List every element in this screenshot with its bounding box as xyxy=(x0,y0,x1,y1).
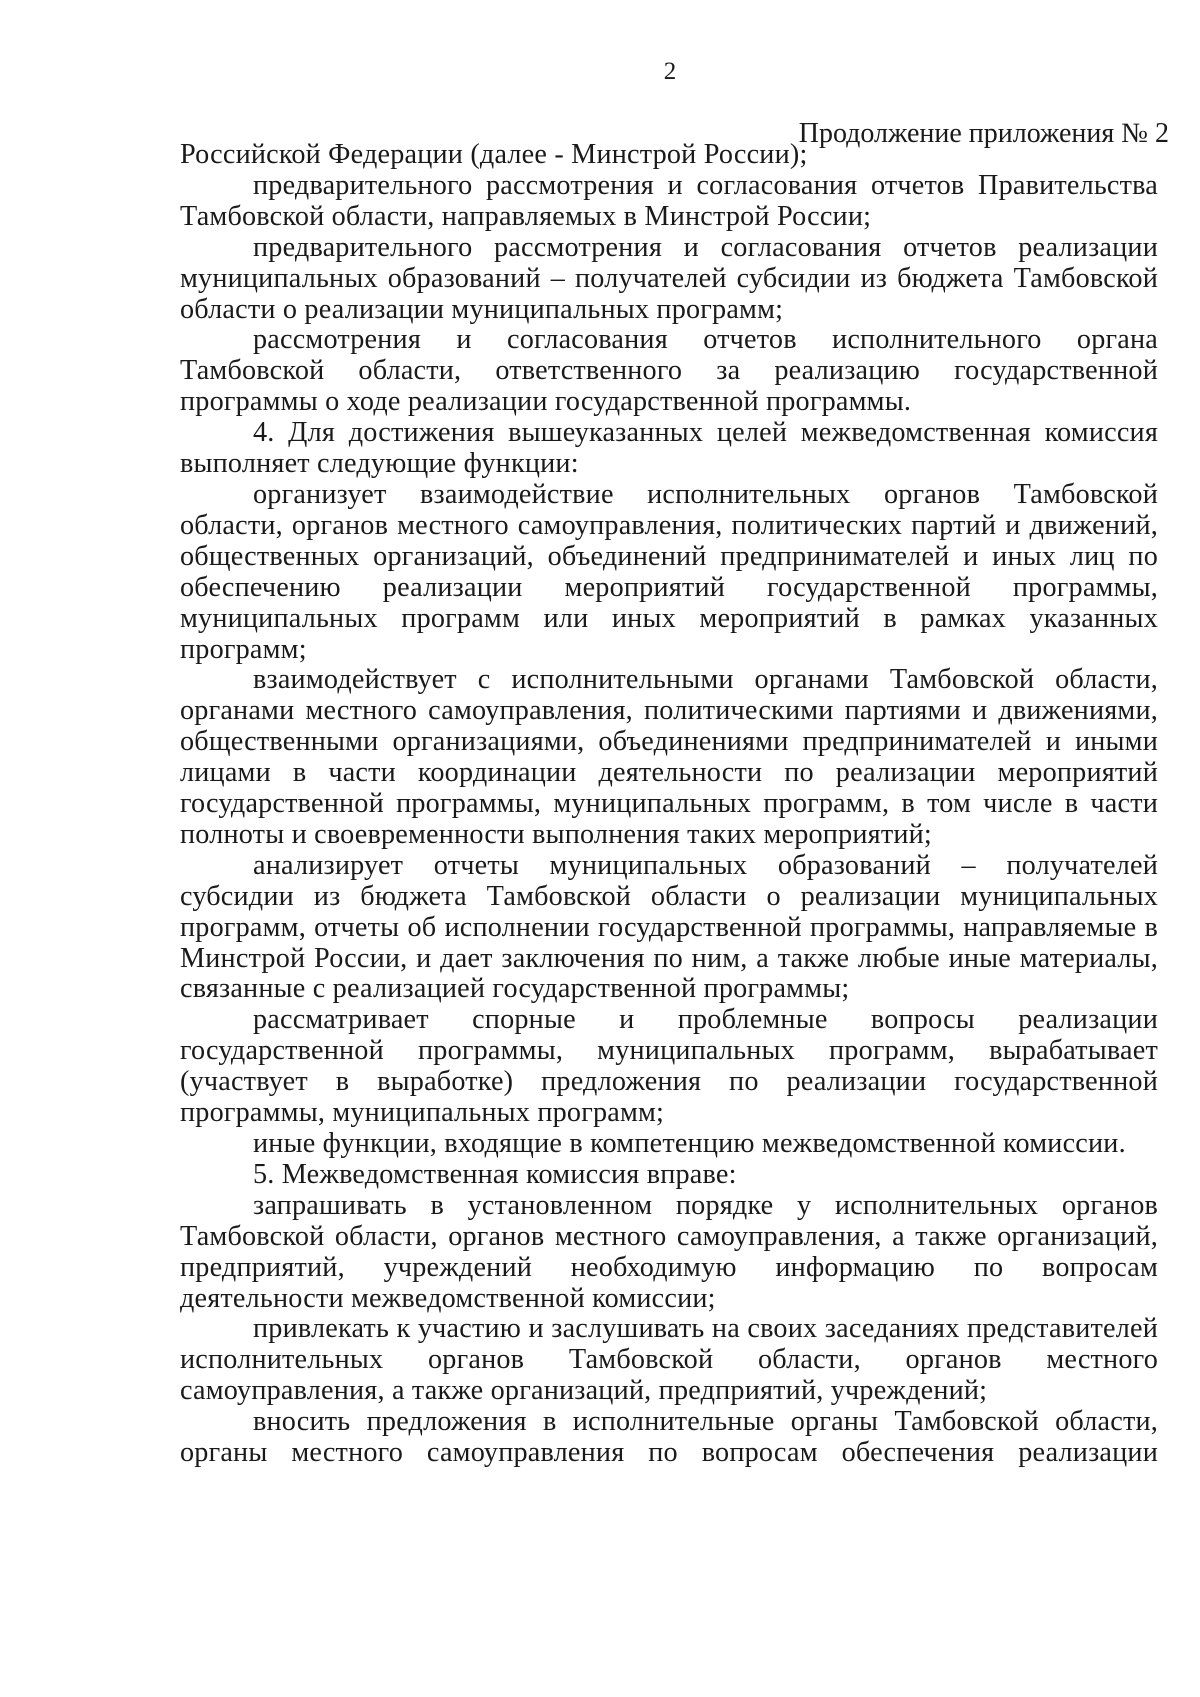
paragraph: предварительного рассмотрения и согласования отчетов Правительства Тамбовской области, направляемых в Минстрой России; xyxy=(180,169,1158,232)
paragraph: предварительного рассмотрения и согласования отчетов реализации муниципальных образований – получателей субсидии из бюджета Тамбовской области о реализации муниципальных программ; xyxy=(180,231,1158,325)
paragraph: привлекать к участию и заслушивать на своих заседаниях представителей исполнительных органов Тамбовской области, органов местного самоуправления, а также организаций, предприятий, учреждений; xyxy=(180,1313,1158,1407)
document-body xyxy=(180,140,1158,1469)
paragraph: организует взаимодействие исполнительных органов Тамбовской области, органов местного самоуправления, политических партий и движений, общественных организаций, объединений предпринимателей и иных лиц по обеспечению реализации мероприятий государственной программы, муниципальных программ или иных мероприятий в рамках указанных программ; xyxy=(180,478,1158,665)
paragraph: иные функции, входящие в компетенцию межведомственной комиссии. xyxy=(253,1128,1126,1159)
paragraph: запрашивать в установленном порядке у исполнительных органов Тамбовской области, органов местного самоуправления, а также организаций, предприятий, учреждений необходимую информацию по вопросам деятельности межведомственной комиссии; xyxy=(180,1189,1158,1314)
paragraph: 4. Для достижения вышеуказанных целей межведомственная комиссия выполняет следующие функции: xyxy=(180,417,1158,480)
paragraph: 5. Межведомственная комиссия вправе: xyxy=(253,1158,737,1190)
paragraph: рассмотрения и согласования отчетов исполнительного органа Тамбовской области, ответственного за реализацию государственной программы о ходе реализации государственной программы. xyxy=(180,324,1158,418)
paragraph: рассматривает спорные и проблемные вопросы реализации государственной программы, муниципальных программ, вырабатывает (участвует в выработке) предложения по реализации государственной программы, муниципальных программ; xyxy=(180,1004,1158,1129)
page-number: 2 xyxy=(663,58,677,85)
paragraph: вносить предложения в исполнительные органы Тамбовской области, органы местного самоуправления по вопросам обеспечения реализации xyxy=(180,1406,1158,1469)
paragraph: взаимодействует с исполнительными органами Тамбовской области, органами местного самоуправления, политическими партиями и движениями, общественными организациями, объединениями предпринимателей и иными лицами в части координации деятельности по реализации мероприятий государственной программы, муниципальных программ, в том числе в части полноты и своевременности выполнения таких мероприятий; xyxy=(180,664,1158,850)
appendix-continuation-label: Продолжение приложения № 2 xyxy=(798,118,1169,149)
paragraph: Российской Федерации (далее - Минстрой России); xyxy=(180,139,808,170)
paragraph: анализирует отчеты муниципальных образований – получателей субсидии из бюджета Тамбовской области о реализации муниципальных программ, отчеты об исполнении государственной программы, направляемые в Минстрой России, и дает заключения по ним, а также любые иные материалы, связанные с реализацией государственной программы; xyxy=(180,849,1158,1005)
